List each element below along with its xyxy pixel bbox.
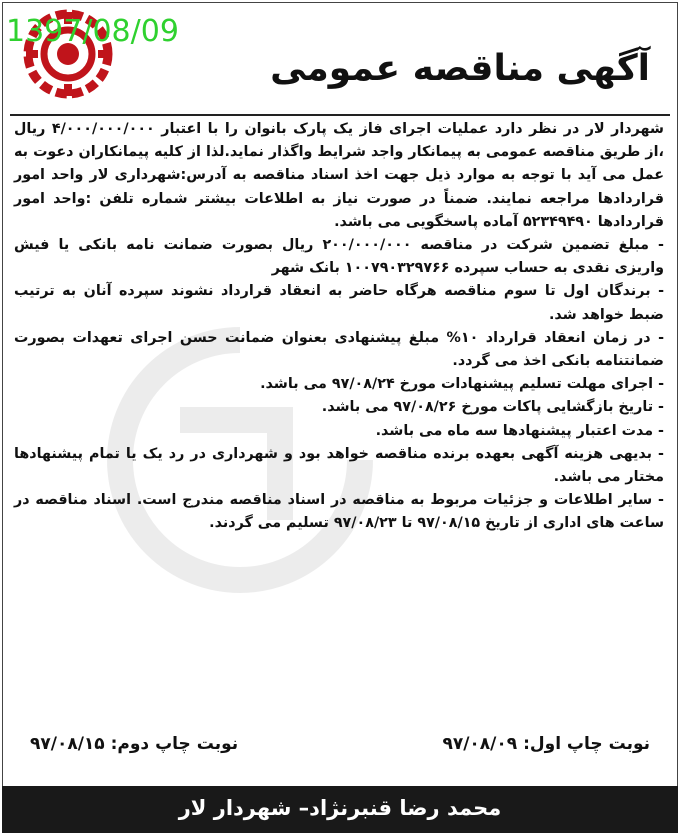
signature-text: محمد رضا قنبرنژاد– شهردار لار: [178, 796, 502, 820]
page-title: آگهی مناقصه عمومی: [270, 48, 650, 89]
clause-performance-bond: - در زمان انعقاد قرارداد ۱۰% مبلغ پیشنهادی بعنوان ضمانت حسن اجرای تعهدات بصورت ضمانتنامه بانکی اخذ می گردد.: [14, 329, 665, 370]
clause-winners: - برندگان اول تا سوم مناقصه هرگاه حاضر به انعقاد قرارداد نشوند سپرده آنان به ترتیب ضبط خواهد شد.: [14, 283, 664, 323]
notice-body: [14, 118, 664, 536]
clause-validity: - مدت اعتبار پیشنهادها سه ماه می باشد.: [375, 422, 664, 439]
print-dates-row: [30, 734, 650, 760]
date-stamp: 1397/08/09: [6, 14, 179, 49]
clause-deadline: - اجرای مهلت تسلیم پیشنهادات مورخ ۹۷/۰۸/۲۴ می باشد.: [260, 376, 664, 393]
first-print-date: نوبت چاپ اول: ۹۷/۰۸/۰۹: [442, 734, 650, 754]
clause-ad-cost: - بدیهی هزینه آگهی بعهده برنده مناقصه خواهد بود و شهرداری در رد یک یا تمام پیشنهادها مختار می باشد.: [14, 445, 664, 486]
clause-documents: - سایر اطلاعات و جزئیات مربوط به مناقصه در اسناد مناقصه مندرج است. اسناد مناقصه در ساعت های اداری از تاریخ ۹۷/۰۸/۱۵ تا ۹۷/۰۸/۲۳ تسلیم می گردند.: [14, 492, 664, 532]
intro-paragraph: شهردار لار در نظر دارد عملیات اجرای فاز یک پارک بانوان را با اعتبار ۴/۰۰۰/۰۰۰/۰۰۰ ریال ،از طریق مناقصه عمومی به پیمانکار واجد شرایط واگذار نماید.لذا از کلیه پیمانکاران دعوت به عمل می آید با توجه به موارد ذیل جهت اخذ اسناد مناقصه به آدرس:شهرداری لار واحد امور قراردادها مراجعه نمایند. ضمناً در صورت نیاز به اطلاعات بیشتر شماره تلفن :واحد امور قراردادها ۵۲۳۴۹۴۹۰ آماده پاسخگویی می باشد.: [14, 121, 664, 230]
clause-opening-date: - تاریخ بازگشایی پاکات مورخ ۹۷/۰۸/۲۶ می باشد.: [321, 399, 664, 416]
signature-bar: [2, 786, 678, 833]
title-divider: [10, 114, 670, 116]
clause-guarantee: - مبلغ تضمین شرکت در مناقصه ۲۰۰/۰۰۰/۰۰۰ ریال بصورت ضمانت نامه بانکی یا فیش واریزی نقدی به حساب سپرده ۱۰۰۷۹۰۳۲۹۷۶۶ بانک شهر: [14, 237, 664, 277]
second-print-date: نوبت چاپ دوم: ۹۷/۰۸/۱۵: [30, 734, 239, 754]
